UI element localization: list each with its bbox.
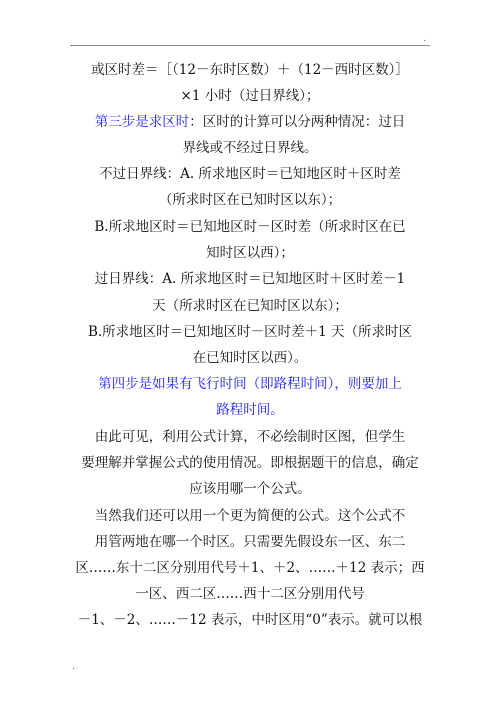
text-segment: 一区、西二区……西十二区分别用代号 [135, 586, 365, 602]
text-line [0, 269, 500, 289]
text-segment: 过日界线：A. 所求地区时＝已知地区时＋区时差－1 [94, 271, 406, 287]
text-line [0, 453, 500, 473]
text-line [0, 296, 500, 316]
text-segment: （所求时区在已知时区以东）； [158, 192, 342, 208]
text-line [0, 584, 500, 604]
text-line [0, 190, 500, 210]
text-segment: 要理解并掌握公式的使用情况。即根据题干的信息，确定 [81, 455, 419, 471]
text-segment: 知时区以西）； [206, 245, 294, 261]
text-segment: 或区时差＝［（12－东时区数）＋（12－西时区数）］ [91, 62, 409, 78]
header-rule [70, 45, 430, 46]
text-segment: B.所求地区时＝已知地区时－区时差（所求时区在已 [94, 219, 406, 235]
text-segment: 天（所求时区在已知时区以东）； [152, 298, 348, 314]
text-line [0, 610, 500, 630]
text-segment: ×1 小时（过日界线）； [180, 88, 320, 104]
text-line [0, 558, 500, 578]
text-line [0, 374, 500, 394]
text-segment: 不过日界线：A. 所求地区时＝已知地区时＋区时差 [99, 166, 401, 182]
text-segment: B.所求地区时＝已知地区时－区时差＋1 天（所求时区 [87, 324, 413, 340]
highlighted-text: 第三步是求区时 [94, 114, 190, 130]
text-segment: 在已知时区以西）。 [192, 350, 308, 366]
text-line [0, 479, 500, 499]
text-segment: 应该用哪一个公式。 [189, 481, 311, 497]
text-line [0, 348, 500, 368]
text-line [0, 86, 500, 106]
text-line [0, 427, 500, 447]
text-line [0, 243, 500, 263]
text-line [0, 217, 500, 237]
highlighted-text: 路程时间。 [216, 402, 284, 418]
text-line [0, 506, 500, 526]
text-segment: 区……东十二区分别用代号＋1、＋2、……＋12 表示；西 [75, 560, 425, 576]
text-line [0, 400, 500, 420]
text-line [0, 532, 500, 552]
text-segment: 界线或不经过日界线。 [182, 140, 318, 156]
text-segment: 当然我们还可以用一个更为简便的公式。这个公式不 [94, 508, 406, 524]
header-dot: . [423, 34, 426, 44]
text-segment: 用管两地在哪一个时区。只需要先假设东一区、东二 [94, 534, 406, 550]
text-line [0, 112, 500, 132]
text-segment: ：区时的计算可以分两种情况：过日 [189, 114, 406, 130]
text-line [0, 60, 500, 80]
text-segment: －1、－2、……－12 表示，中时区用“0”表示。就可以根 [77, 612, 423, 628]
text-line [0, 322, 500, 342]
text-segment: 由此可见，利用公式计算，不必绘制时区图，但学生 [94, 429, 406, 445]
footer-dot: . [72, 662, 75, 672]
highlighted-text: 第四步是如果有飞行时间（即路程时间），则要加上 [98, 376, 402, 392]
text-line [0, 164, 500, 184]
text-line [0, 138, 500, 158]
